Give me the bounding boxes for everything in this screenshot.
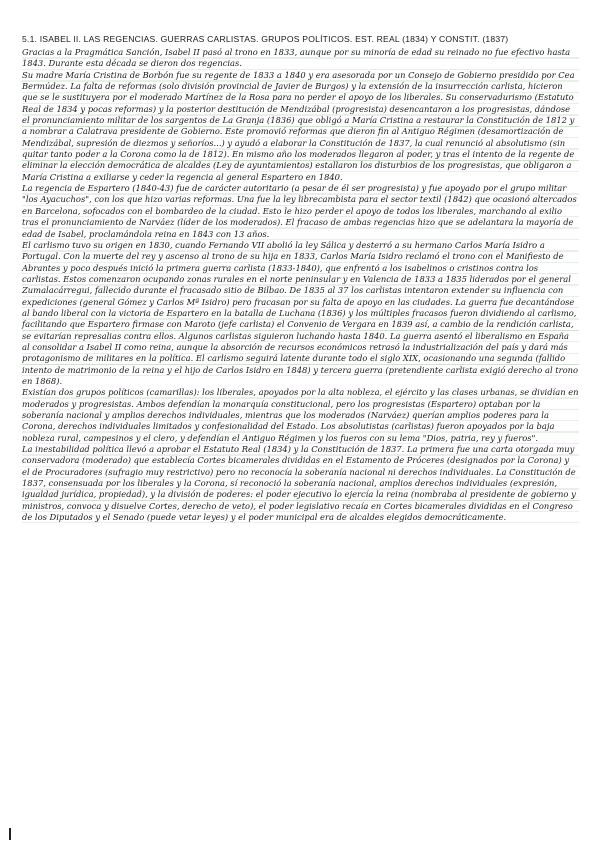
margin-mark bbox=[9, 828, 11, 840]
paragraph-espartero-regency: La regencia de Espartero (1840-43) fue de carácter autoritario (a pesar de él ser progresista) y fue apoyado por el grupo militar "los Ayacuchos", con los que hizo varias reformas. Una fue la ley librecambista para el sector textil (1842) que ocasionó altercados en Barcelona, sofocados con el bombardeo de la ciudad. Esto le hizo perder el apoyo de todos los liberales, marchando al exilio tras el pronunciamiento de Narváez (líder de los moderados). El fracaso de ambas regencias hizo que se adelantara la mayoría de edad de Isabel, proclamándola reina en 1843 con 13 años. bbox=[22, 183, 579, 240]
paragraph-carlism: El carlismo tuvo su origen en 1830, cuando Fernando VII abolió la ley Sálica y desterró a su hermano Carlos María Isidro a Portugal. Con la muerte del rey y ascenso al trono de su hija en 1833, Carlos María Isidro reclamó el trono con el Manifiesto de Abrantes y poco después inició la primera guerra carlista (1833-1840), que enfrentó a los isabelinos o cristinos contra los carlistas. Estos comenzaron ocupando zonas rurales en el norte peninsular y en Valencia de 1833 a 1835 liderados por el general Zumalacárregui, fallecido durante el fracasado sitio de Bilbao. De 1835 al 37 los carlistas intentaron extender su influencia con expediciones (general Gómez y Carlos Mª Isidro) pero fracasan por su falta de apoyo en las ciudades. La guerra fue decantándose al bando liberal con la victoria de Espartero en la batalla de Luchana (1836) y los múltiples fracasos fueron dividiendo al carlismo, facilitando que Espartero firmase con Maroto (jefe carlista) el Convenio de Vergara en 1839 así, a cambio de la rendición carlista, se evitarían represalias contra ellos. Algunos carlistas siguieron luchando hasta 1840. La guerra asentó el liberalismo en España al consolidar a Isabel II como reina, aunque la absorción de recursos económicos retrasó la industrialización del país y dará más protagonismo de militares en la política. El carlismo seguirá latente durante todo el siglo XIX, ocasionando una segunda (fallido intento de matrimonio de la reina y el hijo de Carlos Isidro en 1848) y tercera guerra (pretendiente carlista exigió derecho al trono en 1868). bbox=[22, 239, 579, 386]
paragraph-political-groups: Existían dos grupos políticos (camarillas): los liberales, apoyados por la alta nobleza, el ejército y las clases urbanas, se dividían en moderados y progresistas. Ambos defendían la monarquía constitucional, pero los progresistas (Espartero) optaban por la soberanía nacional y amplios derechos individuales, mientras que los moderados (Narváez) querían amplios poderes para la Corona, derechos individuales limitados y confesionalidad del Estado. Los absolutistas (carlistas) fueron apoyados por la baja nobleza rural, campesinos y el clero, y defendían el Antiguo Régimen y los fueros con su lema "Dios, patria, rey y fueros". bbox=[22, 387, 579, 443]
page-title: 5.1. ISABEL II. LAS REGENCIAS. GUERRAS CARLISTAS. GRUPOS POLÍTICOS. EST. REAL (1834) Y CONSTIT. (1837) bbox=[22, 34, 509, 44]
paragraph-intro: Gracias a la Pragmática Sanción, Isabel II pasó al trono en 1833, aunque por su minoría de edad su reinado no fue efectivo hasta 1843. Durante esta década se dieron dos regencias. bbox=[22, 47, 579, 70]
paragraph-maria-cristina-regency: Su madre María Cristina de Borbón fue su regente de 1833 a 1840 y era asesorada por un Consejo de Gobierno presidido por Cea Bermúdez. La falta de reformas (solo división provincial de Javier de Burgos) y la extensión de la insurrección carlista, hicieron que se le sustituyera por el moderado Martínez de la Rosa para no perder el apoyo de los liberales. Su conservadurismo (Estatuto Real de 1834 y pocas reformas) y la posterior destitución de Mendizábal (progresista) desencantaron a los progresistas, dándose el pronunciamiento militar de los sargentos de La Granja (1836) que obligó a María Cristina a restaurar la Constitución de 1812 y a nombrar a Calatrava presidente de Gobierno. Este promovió reformas que dieron fin al Antiguo Régimen (desamortización de Mendizábal, supresión de diezmos y señoríos...) y ayudó a elaborar la Constitución de 1837, la cual renunció al absolutismo (sin quitar tanto poder a la Corona como la de 1812). En mismo año los moderados llegaron al poder, y tras el intento de la regente de eliminar la elección democrática de alcaldes (Ley de ayuntamientos) estallaron los disturbios de los progresistas, que obligaron a María Cristina a exiliarse y ceder la regencia al general Espartero en 1840. bbox=[22, 70, 579, 183]
paragraph-statute-constitution: La inestabilidad política llevó a aprobar el Estatuto Real (1834) y la Constitución de 1837. La primera fue una carta otorgada muy conservadora (moderado) que establecía Cortes bicamerales divididas en el Estamento de Próceres (designados por la Corona) y el de Procuradores (sufragio muy restrictivo) pero no reconocía la soberanía nacional ni derechos individuales. La Constitución de 1837, consensuada por los liberales y la Corona, sí reconoció la soberanía nacional, amplios derechos individuales (expresión, igualdad jurídica, propiedad), y la división de poderes: el poder ejecutivo lo ejercía la reina (nombraba al presidente de gobierno y ministros, convoca y disuelve Cortes, derecho de veto), el poder legislativo recaía en Cortes bicamerales divididas en el Congreso de los Diputados y el Senado (puede vetar leyes) y el poder municipal era de alcaldes elegidos democráticamente. bbox=[22, 444, 579, 523]
